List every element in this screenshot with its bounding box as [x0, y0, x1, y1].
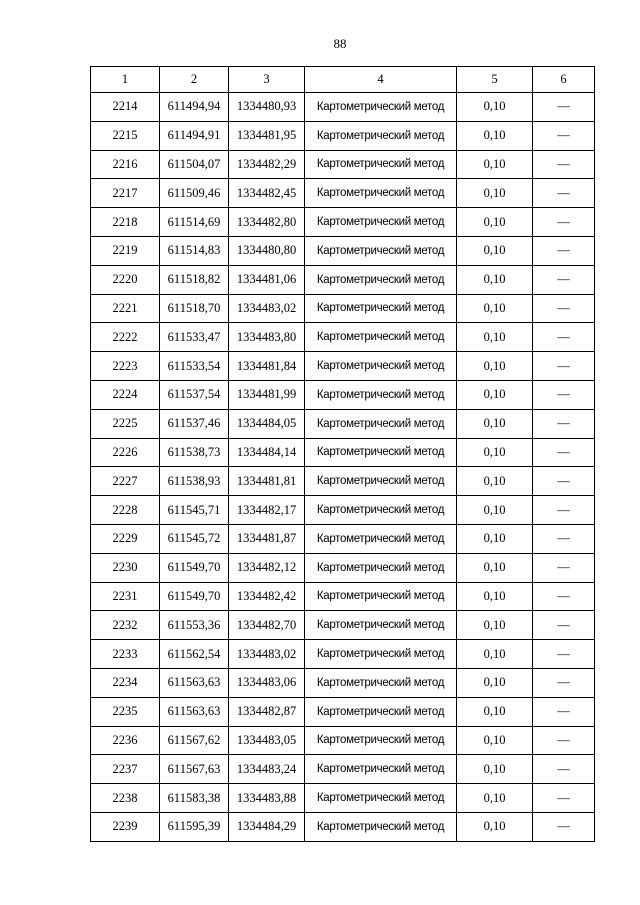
x-coordinate-cell: 611537,54	[160, 380, 229, 409]
x-coordinate-cell: 611545,72	[160, 524, 229, 553]
point-number-cell: 2220	[91, 265, 160, 294]
accuracy-cell: 0,10	[457, 236, 533, 265]
point-number-cell: 2239	[91, 812, 160, 841]
note-cell: —	[533, 755, 595, 784]
x-coordinate-cell: 611518,70	[160, 294, 229, 323]
accuracy-cell: 0,10	[457, 438, 533, 467]
point-number-cell: 2230	[91, 553, 160, 582]
method-cell: Картометрический метод	[305, 524, 457, 553]
y-coordinate-cell: 1334481,95	[229, 121, 305, 150]
x-coordinate-cell: 611509,46	[160, 179, 229, 208]
table-row	[91, 611, 595, 640]
table-row	[91, 496, 595, 525]
table-row	[91, 697, 595, 726]
x-coordinate-cell: 611514,83	[160, 236, 229, 265]
note-cell: —	[533, 467, 595, 496]
accuracy-cell: 0,10	[457, 582, 533, 611]
table-row	[91, 208, 595, 237]
y-coordinate-cell: 1334482,42	[229, 582, 305, 611]
y-coordinate-cell: 1334483,05	[229, 726, 305, 755]
point-number-cell: 2219	[91, 236, 160, 265]
note-cell: —	[533, 150, 595, 179]
method-cell: Картометрический метод	[305, 93, 457, 122]
accuracy-cell: 0,10	[457, 640, 533, 669]
method-cell: Картометрический метод	[305, 323, 457, 352]
note-cell: —	[533, 236, 595, 265]
table-row	[91, 467, 595, 496]
x-coordinate-cell: 611537,46	[160, 409, 229, 438]
note-cell: —	[533, 409, 595, 438]
method-cell: Картометрический метод	[305, 611, 457, 640]
y-coordinate-cell: 1334482,45	[229, 179, 305, 208]
point-number-cell: 2234	[91, 668, 160, 697]
accuracy-cell: 0,10	[457, 265, 533, 294]
y-coordinate-cell: 1334481,84	[229, 352, 305, 381]
point-number-cell: 2225	[91, 409, 160, 438]
x-coordinate-cell: 611518,82	[160, 265, 229, 294]
table-row	[91, 438, 595, 467]
x-coordinate-cell: 611583,38	[160, 784, 229, 813]
note-cell: —	[533, 784, 595, 813]
method-cell: Картометрический метод	[305, 726, 457, 755]
point-number-cell: 2232	[91, 611, 160, 640]
method-cell: Картометрический метод	[305, 496, 457, 525]
note-cell: —	[533, 668, 595, 697]
method-cell: Картометрический метод	[305, 784, 457, 813]
x-coordinate-cell: 611563,63	[160, 697, 229, 726]
x-coordinate-cell: 611514,69	[160, 208, 229, 237]
note-cell: —	[533, 294, 595, 323]
y-coordinate-cell: 1334483,02	[229, 294, 305, 323]
x-coordinate-cell: 611494,91	[160, 121, 229, 150]
y-coordinate-cell: 1334482,80	[229, 208, 305, 237]
accuracy-cell: 0,10	[457, 755, 533, 784]
note-cell: —	[533, 380, 595, 409]
accuracy-cell: 0,10	[457, 121, 533, 150]
table-header-row	[91, 67, 595, 93]
x-coordinate-cell: 611494,94	[160, 93, 229, 122]
table-row	[91, 726, 595, 755]
method-cell: Картометрический метод	[305, 553, 457, 582]
page-number: 88	[333, 36, 347, 51]
note-cell: —	[533, 697, 595, 726]
accuracy-cell: 0,10	[457, 208, 533, 237]
point-number-cell: 2229	[91, 524, 160, 553]
header-col-6: 6	[533, 67, 595, 93]
accuracy-cell: 0,10	[457, 668, 533, 697]
y-coordinate-cell: 1334482,17	[229, 496, 305, 525]
y-coordinate-cell: 1334480,93	[229, 93, 305, 122]
accuracy-cell: 0,10	[457, 784, 533, 813]
point-number-cell: 2216	[91, 150, 160, 179]
accuracy-cell: 0,10	[457, 611, 533, 640]
x-coordinate-cell: 611504,07	[160, 150, 229, 179]
x-coordinate-cell: 611549,70	[160, 582, 229, 611]
note-cell: —	[533, 524, 595, 553]
x-coordinate-cell: 611563,63	[160, 668, 229, 697]
table-row	[91, 294, 595, 323]
y-coordinate-cell: 1334482,70	[229, 611, 305, 640]
point-number-cell: 2236	[91, 726, 160, 755]
table-row	[91, 265, 595, 294]
note-cell: —	[533, 265, 595, 294]
coordinates-table	[90, 66, 595, 842]
note-cell: —	[533, 438, 595, 467]
accuracy-cell: 0,10	[457, 179, 533, 208]
header-col-2: 2	[160, 67, 229, 93]
table-row	[91, 409, 595, 438]
table-row	[91, 93, 595, 122]
header-col-1: 1	[91, 67, 160, 93]
point-number-cell: 2235	[91, 697, 160, 726]
x-coordinate-cell: 611567,63	[160, 755, 229, 784]
table-row	[91, 150, 595, 179]
point-number-cell: 2222	[91, 323, 160, 352]
accuracy-cell: 0,10	[457, 812, 533, 841]
y-coordinate-cell: 1334484,14	[229, 438, 305, 467]
table-body	[91, 93, 595, 842]
method-cell: Картометрический метод	[305, 121, 457, 150]
note-cell: —	[533, 640, 595, 669]
y-coordinate-cell: 1334484,05	[229, 409, 305, 438]
note-cell: —	[533, 208, 595, 237]
x-coordinate-cell: 611533,47	[160, 323, 229, 352]
y-coordinate-cell: 1334481,81	[229, 467, 305, 496]
table-row	[91, 380, 595, 409]
point-number-cell: 2226	[91, 438, 160, 467]
point-number-cell: 2231	[91, 582, 160, 611]
method-cell: Картометрический метод	[305, 582, 457, 611]
y-coordinate-cell: 1334482,12	[229, 553, 305, 582]
y-coordinate-cell: 1334483,06	[229, 668, 305, 697]
note-cell: —	[533, 812, 595, 841]
accuracy-cell: 0,10	[457, 697, 533, 726]
note-cell: —	[533, 323, 595, 352]
method-cell: Картометрический метод	[305, 150, 457, 179]
x-coordinate-cell: 611562,54	[160, 640, 229, 669]
table-row	[91, 784, 595, 813]
y-coordinate-cell: 1334483,80	[229, 323, 305, 352]
x-coordinate-cell: 611549,70	[160, 553, 229, 582]
table-row	[91, 352, 595, 381]
accuracy-cell: 0,10	[457, 380, 533, 409]
table-row	[91, 236, 595, 265]
x-coordinate-cell: 611533,54	[160, 352, 229, 381]
note-cell: —	[533, 352, 595, 381]
point-number-cell: 2218	[91, 208, 160, 237]
accuracy-cell: 0,10	[457, 323, 533, 352]
table-row	[91, 640, 595, 669]
point-number-cell: 2217	[91, 179, 160, 208]
accuracy-cell: 0,10	[457, 467, 533, 496]
point-number-cell: 2237	[91, 755, 160, 784]
y-coordinate-cell: 1334482,29	[229, 150, 305, 179]
accuracy-cell: 0,10	[457, 93, 533, 122]
method-cell: Картометрический метод	[305, 236, 457, 265]
method-cell: Картометрический метод	[305, 208, 457, 237]
y-coordinate-cell: 1334483,24	[229, 755, 305, 784]
y-coordinate-cell: 1334481,99	[229, 380, 305, 409]
x-coordinate-cell: 611538,93	[160, 467, 229, 496]
note-cell: —	[533, 611, 595, 640]
point-number-cell: 2215	[91, 121, 160, 150]
method-cell: Картометрический метод	[305, 438, 457, 467]
header-col-4: 4	[305, 67, 457, 93]
y-coordinate-cell: 1334480,80	[229, 236, 305, 265]
method-cell: Картометрический метод	[305, 265, 457, 294]
table-row	[91, 524, 595, 553]
note-cell: —	[533, 121, 595, 150]
method-cell: Картометрический метод	[305, 294, 457, 323]
note-cell: —	[533, 93, 595, 122]
x-coordinate-cell: 611538,73	[160, 438, 229, 467]
point-number-cell: 2214	[91, 93, 160, 122]
point-number-cell: 2227	[91, 467, 160, 496]
table-row	[91, 323, 595, 352]
x-coordinate-cell: 611595,39	[160, 812, 229, 841]
accuracy-cell: 0,10	[457, 352, 533, 381]
x-coordinate-cell: 611567,62	[160, 726, 229, 755]
point-number-cell: 2238	[91, 784, 160, 813]
point-number-cell: 2228	[91, 496, 160, 525]
y-coordinate-cell: 1334482,87	[229, 697, 305, 726]
header-col-3: 3	[229, 67, 305, 93]
method-cell: Картометрический метод	[305, 467, 457, 496]
note-cell: —	[533, 582, 595, 611]
accuracy-cell: 0,10	[457, 553, 533, 582]
accuracy-cell: 0,10	[457, 294, 533, 323]
accuracy-cell: 0,10	[457, 726, 533, 755]
accuracy-cell: 0,10	[457, 524, 533, 553]
note-cell: —	[533, 179, 595, 208]
y-coordinate-cell: 1334481,06	[229, 265, 305, 294]
table-row	[91, 553, 595, 582]
note-cell: —	[533, 726, 595, 755]
header-col-5: 5	[457, 67, 533, 93]
y-coordinate-cell: 1334484,29	[229, 812, 305, 841]
method-cell: Картометрический метод	[305, 640, 457, 669]
table-row	[91, 812, 595, 841]
method-cell: Картометрический метод	[305, 812, 457, 841]
y-coordinate-cell: 1334481,87	[229, 524, 305, 553]
method-cell: Картометрический метод	[305, 755, 457, 784]
x-coordinate-cell: 611545,71	[160, 496, 229, 525]
accuracy-cell: 0,10	[457, 150, 533, 179]
table-row	[91, 582, 595, 611]
table-row	[91, 179, 595, 208]
method-cell: Картометрический метод	[305, 352, 457, 381]
point-number-cell: 2223	[91, 352, 160, 381]
method-cell: Картометрический метод	[305, 668, 457, 697]
note-cell: —	[533, 496, 595, 525]
y-coordinate-cell: 1334483,02	[229, 640, 305, 669]
method-cell: Картометрический метод	[305, 179, 457, 208]
table-row	[91, 755, 595, 784]
x-coordinate-cell: 611553,36	[160, 611, 229, 640]
y-coordinate-cell: 1334483,88	[229, 784, 305, 813]
table-row	[91, 121, 595, 150]
accuracy-cell: 0,10	[457, 496, 533, 525]
point-number-cell: 2233	[91, 640, 160, 669]
method-cell: Картометрический метод	[305, 409, 457, 438]
point-number-cell: 2221	[91, 294, 160, 323]
point-number-cell: 2224	[91, 380, 160, 409]
note-cell: —	[533, 553, 595, 582]
method-cell: Картометрический метод	[305, 697, 457, 726]
method-cell: Картометрический метод	[305, 380, 457, 409]
accuracy-cell: 0,10	[457, 409, 533, 438]
table-row	[91, 668, 595, 697]
